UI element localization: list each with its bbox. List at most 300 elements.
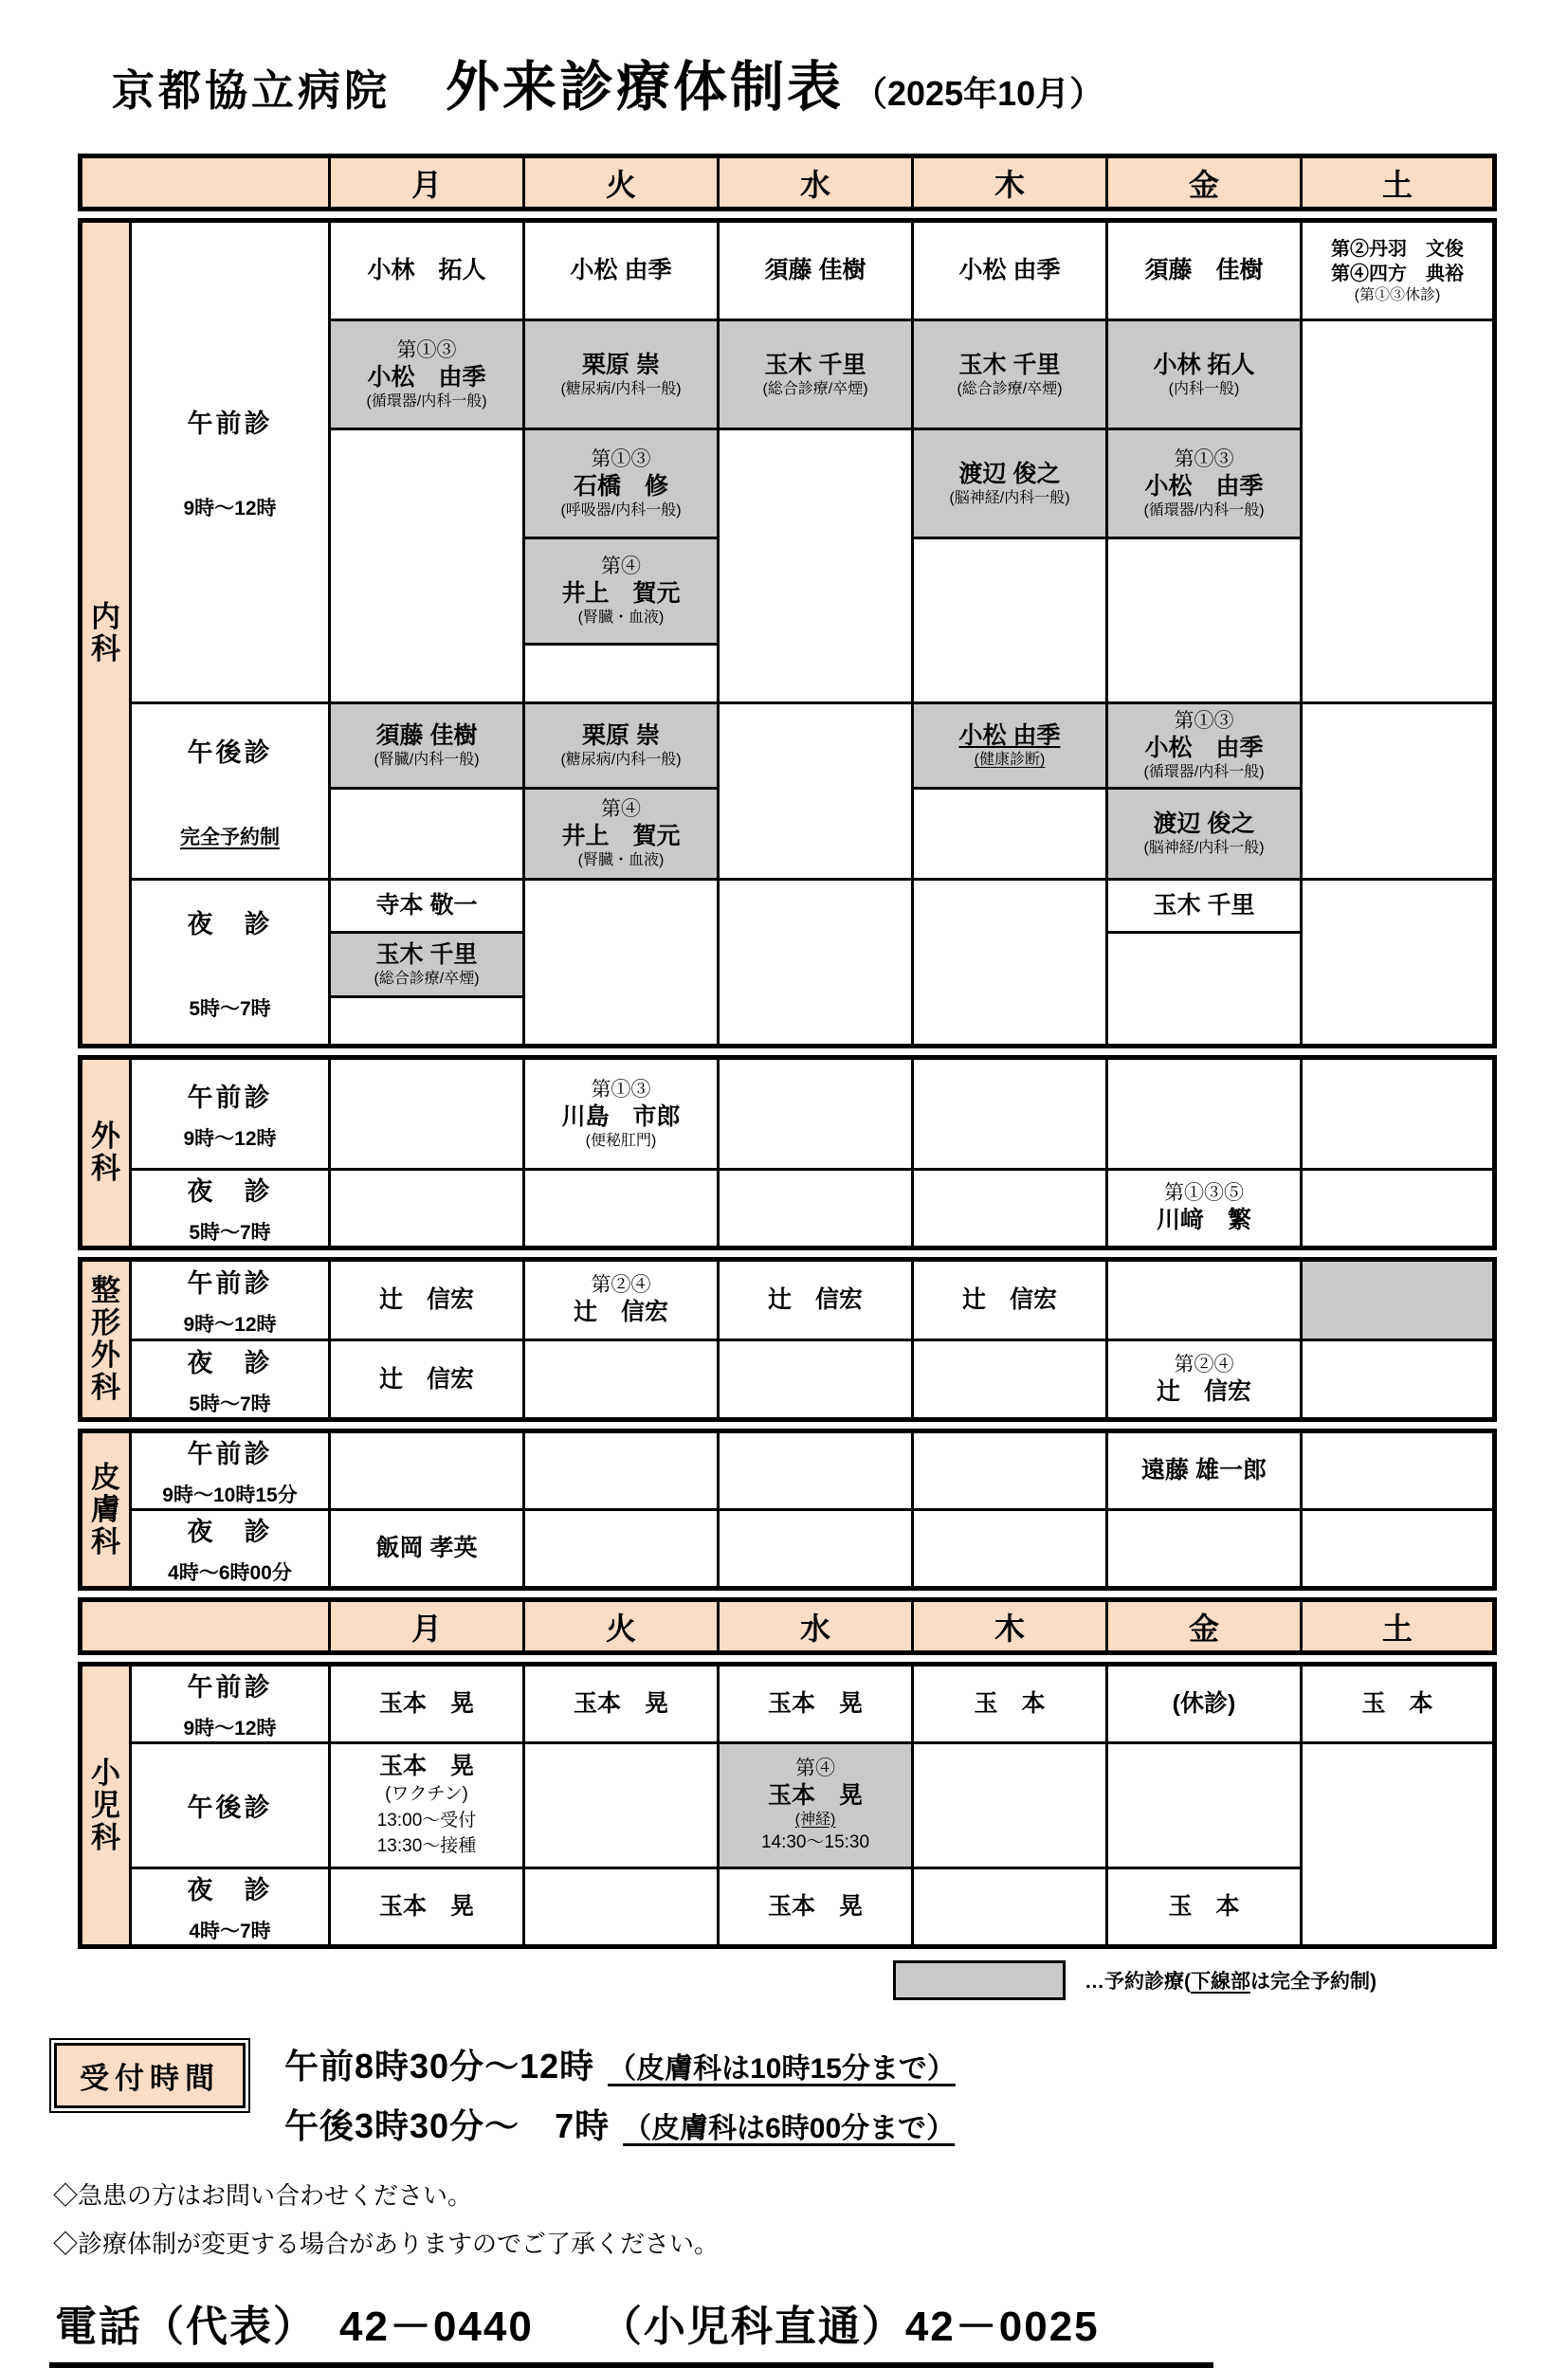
schedule-cell <box>330 1510 524 1589</box>
schedule-cell <box>913 221 1107 320</box>
schedule-cell <box>1107 880 1302 933</box>
legend-text-post: は完全予約制) <box>1250 1971 1377 1994</box>
cell-content <box>525 1078 717 1151</box>
dept-label <box>81 1665 131 1947</box>
schedule-cell <box>719 1665 913 1743</box>
cell-line: 渡辺 俊之 <box>1153 811 1255 838</box>
empty-cell <box>1107 538 1302 703</box>
empty-cell <box>330 1431 524 1510</box>
cell-content <box>331 940 522 989</box>
cell-line: 第④ <box>601 798 641 821</box>
empty-cell <box>913 1510 1107 1589</box>
schedule-cell <box>719 320 913 429</box>
cell-content <box>914 721 1105 770</box>
dept-char: 科 <box>91 1820 120 1854</box>
cell-content <box>331 1365 522 1394</box>
empty-cell <box>524 1510 719 1589</box>
block-time: 9時～12時 <box>183 1718 277 1740</box>
day-header: 木 <box>913 1600 1107 1653</box>
block-time: 4時～7時 <box>189 1921 271 1943</box>
schedule-cell <box>1302 1665 1495 1743</box>
cell-line: 玉本 晃 <box>767 1893 863 1921</box>
dept-char: 科 <box>91 632 120 665</box>
schedule-cell <box>913 429 1107 538</box>
block-time: 4時～6時00分 <box>168 1562 292 1585</box>
schedule-cell <box>719 221 913 320</box>
cell-line: 石橋 修 <box>573 472 668 500</box>
block-label-cell <box>131 1868 330 1947</box>
cell-line: 辻 信宏 <box>378 1285 474 1313</box>
cell-line: 玉本 晃 <box>378 1690 474 1718</box>
cell-content <box>525 1689 717 1719</box>
cell-line: 14:30～15:30 <box>760 1831 870 1852</box>
cell-content <box>914 351 1105 399</box>
schedule-cell <box>330 1743 524 1868</box>
block-label-cell <box>131 1260 330 1340</box>
section-皮膚科 <box>78 1429 1497 1591</box>
schedule-cell <box>913 1665 1107 1743</box>
cell-line: 小松 由季 <box>958 722 1061 750</box>
cell-line: 玉木 千里 <box>764 351 866 378</box>
dept-label <box>81 1058 131 1248</box>
block-label-cell <box>131 1743 330 1868</box>
day-header: 金 <box>1107 156 1302 209</box>
empty-cell <box>719 1170 913 1248</box>
day-header: 水 <box>719 1600 913 1653</box>
cell-line: 遠藤 雄一郎 <box>1141 1457 1267 1485</box>
empty-cell <box>719 880 913 1047</box>
empty-cell <box>330 1058 524 1170</box>
cell-line: 寺本 敬一 <box>375 892 478 919</box>
block-time: 5時～7時 <box>189 1222 271 1244</box>
day-header: 月 <box>330 156 524 209</box>
schedule-period: （2025年10月） <box>853 74 1104 113</box>
cell-line: 第①③ <box>1174 710 1234 733</box>
cell-line: (健康診断) <box>974 752 1046 769</box>
reception-hours-box <box>49 2038 250 2113</box>
dept-char: 皮 <box>91 1460 120 1494</box>
schedule-cell <box>524 1260 719 1340</box>
empty-cell <box>913 1058 1107 1170</box>
footer-notes <box>53 2177 1568 2260</box>
schedule-cell <box>1107 1339 1302 1420</box>
block-label: 午後診 <box>187 1794 273 1823</box>
reception-hours-label: 受付時間 <box>54 2043 246 2108</box>
cell-line: (総合診療/卒煙) <box>374 971 480 988</box>
empty-cell <box>1107 933 1302 1047</box>
dept-chars <box>82 1262 129 1417</box>
cell-content <box>331 721 522 770</box>
block-label-cell <box>131 1431 330 1510</box>
cell-line: (糖尿病/内科一般) <box>560 752 682 769</box>
empty-cell <box>1302 1260 1495 1340</box>
cell-line: 小松 由季 <box>1144 735 1264 762</box>
block-label: 午前診 <box>187 410 273 438</box>
block-label-cell <box>131 221 330 703</box>
empty-cell <box>1302 703 1495 880</box>
empty-cell <box>524 1339 719 1420</box>
empty-cell <box>719 429 913 703</box>
cell-line: 玉本 晃 <box>378 1893 474 1921</box>
schedule-cell <box>330 880 524 933</box>
reception-morning-hours: 午前8時30分～12時 <box>284 2047 595 2086</box>
cell-content <box>720 256 911 285</box>
cell-content <box>1108 351 1300 399</box>
dept-label <box>81 1260 131 1420</box>
block-label: 夜 診 <box>187 1348 273 1377</box>
cell-line: 玉 本 <box>1168 1893 1240 1921</box>
cell-content <box>331 891 522 920</box>
cell-content <box>1108 1689 1300 1719</box>
empty-cell <box>1302 1170 1495 1248</box>
cell-content <box>914 1689 1105 1719</box>
block-label-cell <box>131 1058 330 1170</box>
cell-line: 小松 由季 <box>367 363 486 391</box>
cell-line: 第②④ <box>591 1273 651 1296</box>
block-label-cell <box>131 1510 330 1589</box>
block-label-cell <box>131 1339 330 1420</box>
day-header: 月 <box>330 1600 524 1653</box>
cell-line: (腎臓・血液) <box>577 610 665 627</box>
block-label: 夜 診 <box>187 1177 273 1206</box>
cell-line: (循環器/内科一般) <box>1143 501 1265 519</box>
cell-line: 13:00～受付 <box>376 1810 477 1831</box>
empty-cell <box>1302 320 1495 703</box>
empty-cell <box>524 645 719 703</box>
day-header-row <box>78 154 1497 211</box>
cell-line: 川島 市郎 <box>561 1102 681 1130</box>
day-header: 火 <box>524 1600 719 1653</box>
cell-line: 辻 信宏 <box>1156 1377 1251 1405</box>
reception-afternoon-hours: 午後3時30分～ 7時 <box>284 2106 611 2146</box>
cell-line: (休診) <box>1172 1690 1236 1718</box>
cell-content <box>1303 237 1492 305</box>
cell-content <box>914 460 1105 508</box>
empty-cell <box>1302 1431 1495 1510</box>
cell-content <box>1108 1892 1300 1922</box>
cell-line: 第④ <box>795 1757 835 1779</box>
cell-content <box>525 555 717 628</box>
cell-line: (腎臓/内科一般) <box>374 752 480 769</box>
cell-content <box>525 721 717 770</box>
cell-line: 小林 拓人 <box>367 257 486 283</box>
schedule-cell <box>330 703 524 789</box>
empty-cell <box>913 1339 1107 1420</box>
dept-chars <box>82 1448 129 1572</box>
header-spacer <box>81 156 330 209</box>
dept-char: 児 <box>91 1788 120 1822</box>
page-title <box>112 44 1568 121</box>
cell-content <box>1303 1689 1492 1719</box>
empty-cell <box>524 880 719 1047</box>
cell-line: 小松 由季 <box>1144 472 1264 500</box>
cell-line: 飯岡 孝英 <box>375 1535 478 1562</box>
dept-char: 科 <box>91 1524 120 1558</box>
cell-content <box>331 1689 522 1719</box>
hospital-name: 京都協立病院 <box>112 66 392 115</box>
cell-line: 玉木 千里 <box>1153 892 1255 919</box>
schedule-cell <box>1107 221 1302 320</box>
section-外科 <box>78 1055 1497 1250</box>
cell-content <box>1108 1456 1300 1485</box>
cell-line: (循環器/内科一般) <box>1143 764 1265 781</box>
cell-content <box>331 1285 522 1315</box>
cell-line: (第①③休診) <box>1354 286 1441 303</box>
cell-line: (便秘肛門) <box>585 1132 657 1149</box>
empty-cell <box>1302 1058 1495 1170</box>
empty-cell <box>524 1431 719 1510</box>
schedule-cell <box>913 320 1107 429</box>
cell-line: 玉本 晃 <box>767 1781 863 1809</box>
reception-hours <box>49 2038 1568 2148</box>
cell-line: (内科一般) <box>1168 380 1240 397</box>
cell-line: 第②丹羽 文俊 <box>1331 238 1464 260</box>
block-label: 午前診 <box>187 1673 273 1703</box>
block-label: 午後診 <box>187 738 273 767</box>
cell-line: 玉本 晃 <box>573 1690 668 1718</box>
cell-line: 小林 拓人 <box>1153 351 1255 378</box>
cell-line: (糖尿病/内科一般) <box>560 380 682 397</box>
schedule-cell <box>524 1058 719 1170</box>
block-label: 午前診 <box>187 1268 273 1298</box>
day-header: 土 <box>1302 156 1495 209</box>
cell-line: 辻 信宏 <box>378 1365 474 1393</box>
cell-line: 辻 信宏 <box>767 1285 863 1313</box>
schedule-cell <box>330 1339 524 1420</box>
schedule-cell <box>524 320 719 429</box>
cell-line: 須藤 佳樹 <box>375 722 478 750</box>
cell-line: 栗原 崇 <box>582 722 660 750</box>
day-header: 土 <box>1302 1600 1495 1653</box>
empty-cell <box>913 1431 1107 1510</box>
schedule-cell <box>1107 1431 1302 1510</box>
dept-chars <box>82 588 129 679</box>
cell-content <box>331 338 522 411</box>
block-time: 9時～12時 <box>183 1313 277 1336</box>
cell-line: 井上 賀元 <box>561 823 681 850</box>
schedule-cell <box>330 1868 524 1947</box>
cell-content <box>331 1892 522 1922</box>
schedule-cell <box>1107 703 1302 789</box>
block-label-cell <box>131 1665 330 1743</box>
schedule-cell <box>1107 320 1302 429</box>
block-time: 5時～7時 <box>189 1393 271 1415</box>
cell-line: 玉本 晃 <box>767 1690 863 1718</box>
header-spacer <box>81 1600 330 1653</box>
schedule-cell <box>330 933 524 997</box>
block-reserved-note: 完全予約制 <box>180 827 280 848</box>
block-label: 夜 診 <box>187 1518 273 1547</box>
block-label: 夜 診 <box>187 1876 273 1905</box>
cell-line: 井上 賀元 <box>561 580 681 608</box>
day-header-row <box>78 1597 1497 1655</box>
cell-line: 第①③ <box>591 447 651 470</box>
cell-line: 辻 信宏 <box>961 1285 1057 1313</box>
dept-char: 小 <box>91 1756 120 1790</box>
section-内科 <box>78 218 1497 1048</box>
block-time: 9時～12時 <box>183 1127 277 1150</box>
cell-line: 13:30～接種 <box>376 1836 477 1857</box>
dept-char: 科 <box>91 1152 120 1185</box>
phone-numbers: 電話（代表） 42－0440 （小児科直通）42－0025 <box>49 2292 1213 2368</box>
reserved-care-swatch <box>893 1960 1066 2000</box>
schedule-cell <box>913 1260 1107 1340</box>
schedule-cell <box>330 221 524 320</box>
schedule-cell <box>524 538 719 645</box>
cell-line: 渡辺 俊之 <box>958 460 1061 487</box>
cell-content <box>720 1689 911 1719</box>
cell-line: 玉木 千里 <box>958 351 1061 378</box>
cell-line: 第④ <box>601 556 641 578</box>
cell-line: (総合診療/卒煙) <box>762 380 868 397</box>
schedule-cell <box>719 1260 913 1340</box>
dept-char: 外 <box>91 1119 120 1153</box>
empty-cell <box>1107 1510 1302 1589</box>
schedule-cell <box>524 221 719 320</box>
empty-cell <box>719 703 913 880</box>
empty-cell <box>719 1510 913 1589</box>
cell-line: (神経) <box>794 1811 836 1828</box>
schedule-cell <box>330 320 524 429</box>
cell-content <box>720 1757 911 1855</box>
block-label: 午前診 <box>187 1083 273 1112</box>
schedule-cell <box>1107 1665 1302 1743</box>
block-label: 夜 診 <box>187 909 273 938</box>
block-label-cell <box>131 1170 330 1248</box>
schedule-cell <box>1107 429 1302 538</box>
schedule-cell <box>719 1868 913 1947</box>
empty-cell <box>330 429 524 703</box>
cell-line: 栗原 崇 <box>582 351 660 378</box>
cell-line: 川﨑 繁 <box>1156 1207 1251 1234</box>
cell-line: (脳神経/内科一般) <box>1143 840 1265 857</box>
reception-afternoon-derm-note: （皮膚科は6時00分まで） <box>623 2113 956 2145</box>
cell-line: (総合診療/卒煙) <box>957 380 1063 397</box>
cell-content <box>331 1752 522 1860</box>
cell-content <box>1108 1353 1300 1407</box>
empty-cell <box>913 880 1107 1047</box>
day-header: 火 <box>524 156 719 209</box>
legend-text-underlined: 下線部 <box>1191 1971 1250 1994</box>
empty-cell <box>1302 1510 1495 1589</box>
section-整形外科 <box>78 1257 1497 1422</box>
reception-hours-lines <box>284 2038 956 2148</box>
block-time: 9時～12時 <box>183 498 277 519</box>
cell-content <box>1108 447 1300 520</box>
empty-cell <box>913 1170 1107 1248</box>
cell-content <box>1108 1181 1300 1235</box>
empty-cell <box>1302 1339 1495 1420</box>
cell-content <box>720 351 911 399</box>
cell-content <box>525 1273 717 1327</box>
dept-label <box>81 221 131 1047</box>
schedule-cell <box>1107 1170 1302 1248</box>
block-time: 5時～7時 <box>189 997 271 1020</box>
reception-morning-derm-note: （皮膚科は10時15分まで） <box>608 2053 956 2086</box>
cell-content <box>525 797 717 870</box>
legend <box>893 1960 1568 2000</box>
schedule-cell <box>719 1743 913 1868</box>
dept-char: 外 <box>91 1339 120 1373</box>
schedule-cell <box>913 703 1107 789</box>
cell-content <box>914 256 1105 285</box>
block-label: 午前診 <box>187 1440 273 1469</box>
cell-line: (呼吸器/内科一般) <box>560 501 682 519</box>
note-schedule-change: ◇診療体制が変更する場合がありますのでご了承ください。 <box>53 2230 720 2259</box>
cell-line: 玉 本 <box>1361 1690 1433 1718</box>
cell-line: (ワクチン) <box>385 1784 468 1805</box>
cell-line: 小松 由季 <box>570 257 672 283</box>
cell-content <box>1108 891 1300 920</box>
cell-content <box>1108 810 1300 858</box>
cell-content <box>720 1892 911 1922</box>
dept-char: 科 <box>91 1371 120 1405</box>
block-label-cell <box>131 880 330 1047</box>
block-time: 9時～10時15分 <box>162 1485 298 1507</box>
cell-content <box>331 256 522 285</box>
day-header: 水 <box>719 156 913 209</box>
cell-line: 小松 由季 <box>958 257 1061 283</box>
empty-cell <box>1107 1058 1302 1170</box>
cell-line: 第④四方 典裕 <box>1331 263 1464 284</box>
cell-line: (脳神経/内科一般) <box>949 489 1070 506</box>
dept-char: 膚 <box>91 1492 120 1526</box>
empty-cell <box>913 789 1107 880</box>
cell-content <box>331 1534 522 1563</box>
schedule-cell <box>1302 221 1495 320</box>
empty-cell <box>719 1431 913 1510</box>
cell-content <box>914 1285 1105 1315</box>
cell-line: 第①③ <box>396 338 457 361</box>
day-header: 金 <box>1107 1600 1302 1653</box>
block-label-cell <box>131 703 330 880</box>
empty-cell <box>1302 880 1495 1047</box>
schedule-cell <box>330 1260 524 1340</box>
empty-cell <box>330 997 524 1047</box>
empty-cell <box>913 1743 1107 1868</box>
dept-chars <box>82 1744 129 1867</box>
cell-line: 第①③ <box>1174 447 1234 470</box>
empty-cell <box>1107 1743 1302 1868</box>
cell-content <box>720 1285 911 1315</box>
dept-char: 整 <box>91 1274 120 1307</box>
dept-char: 内 <box>91 599 120 633</box>
schedule-cell <box>1107 1868 1302 1947</box>
day-header: 木 <box>913 156 1107 209</box>
cell-content <box>1108 256 1300 285</box>
cell-content <box>525 447 717 520</box>
schedule-cell <box>330 1665 524 1743</box>
cell-line: 玉 本 <box>974 1690 1046 1718</box>
cell-content <box>1108 709 1300 782</box>
cell-line: 玉木 千里 <box>375 941 478 969</box>
cell-line: 第①③⑤ <box>1164 1181 1244 1204</box>
empty-cell <box>524 1868 719 1947</box>
schedule-cell <box>524 703 719 789</box>
cell-line: 須藤 佳樹 <box>1144 257 1264 283</box>
empty-cell <box>1302 1743 1495 1947</box>
cell-line: 玉本 晃 <box>378 1753 474 1780</box>
legend-text <box>1085 1966 1377 1995</box>
dept-label <box>81 1431 131 1589</box>
cell-content <box>525 351 717 399</box>
cell-line: (腎臓・血液) <box>577 852 665 869</box>
empty-cell <box>913 1868 1107 1947</box>
empty-cell <box>524 1743 719 1868</box>
empty-cell <box>719 1339 913 1420</box>
reception-afternoon-line <box>284 2100 956 2148</box>
empty-cell <box>330 789 524 880</box>
